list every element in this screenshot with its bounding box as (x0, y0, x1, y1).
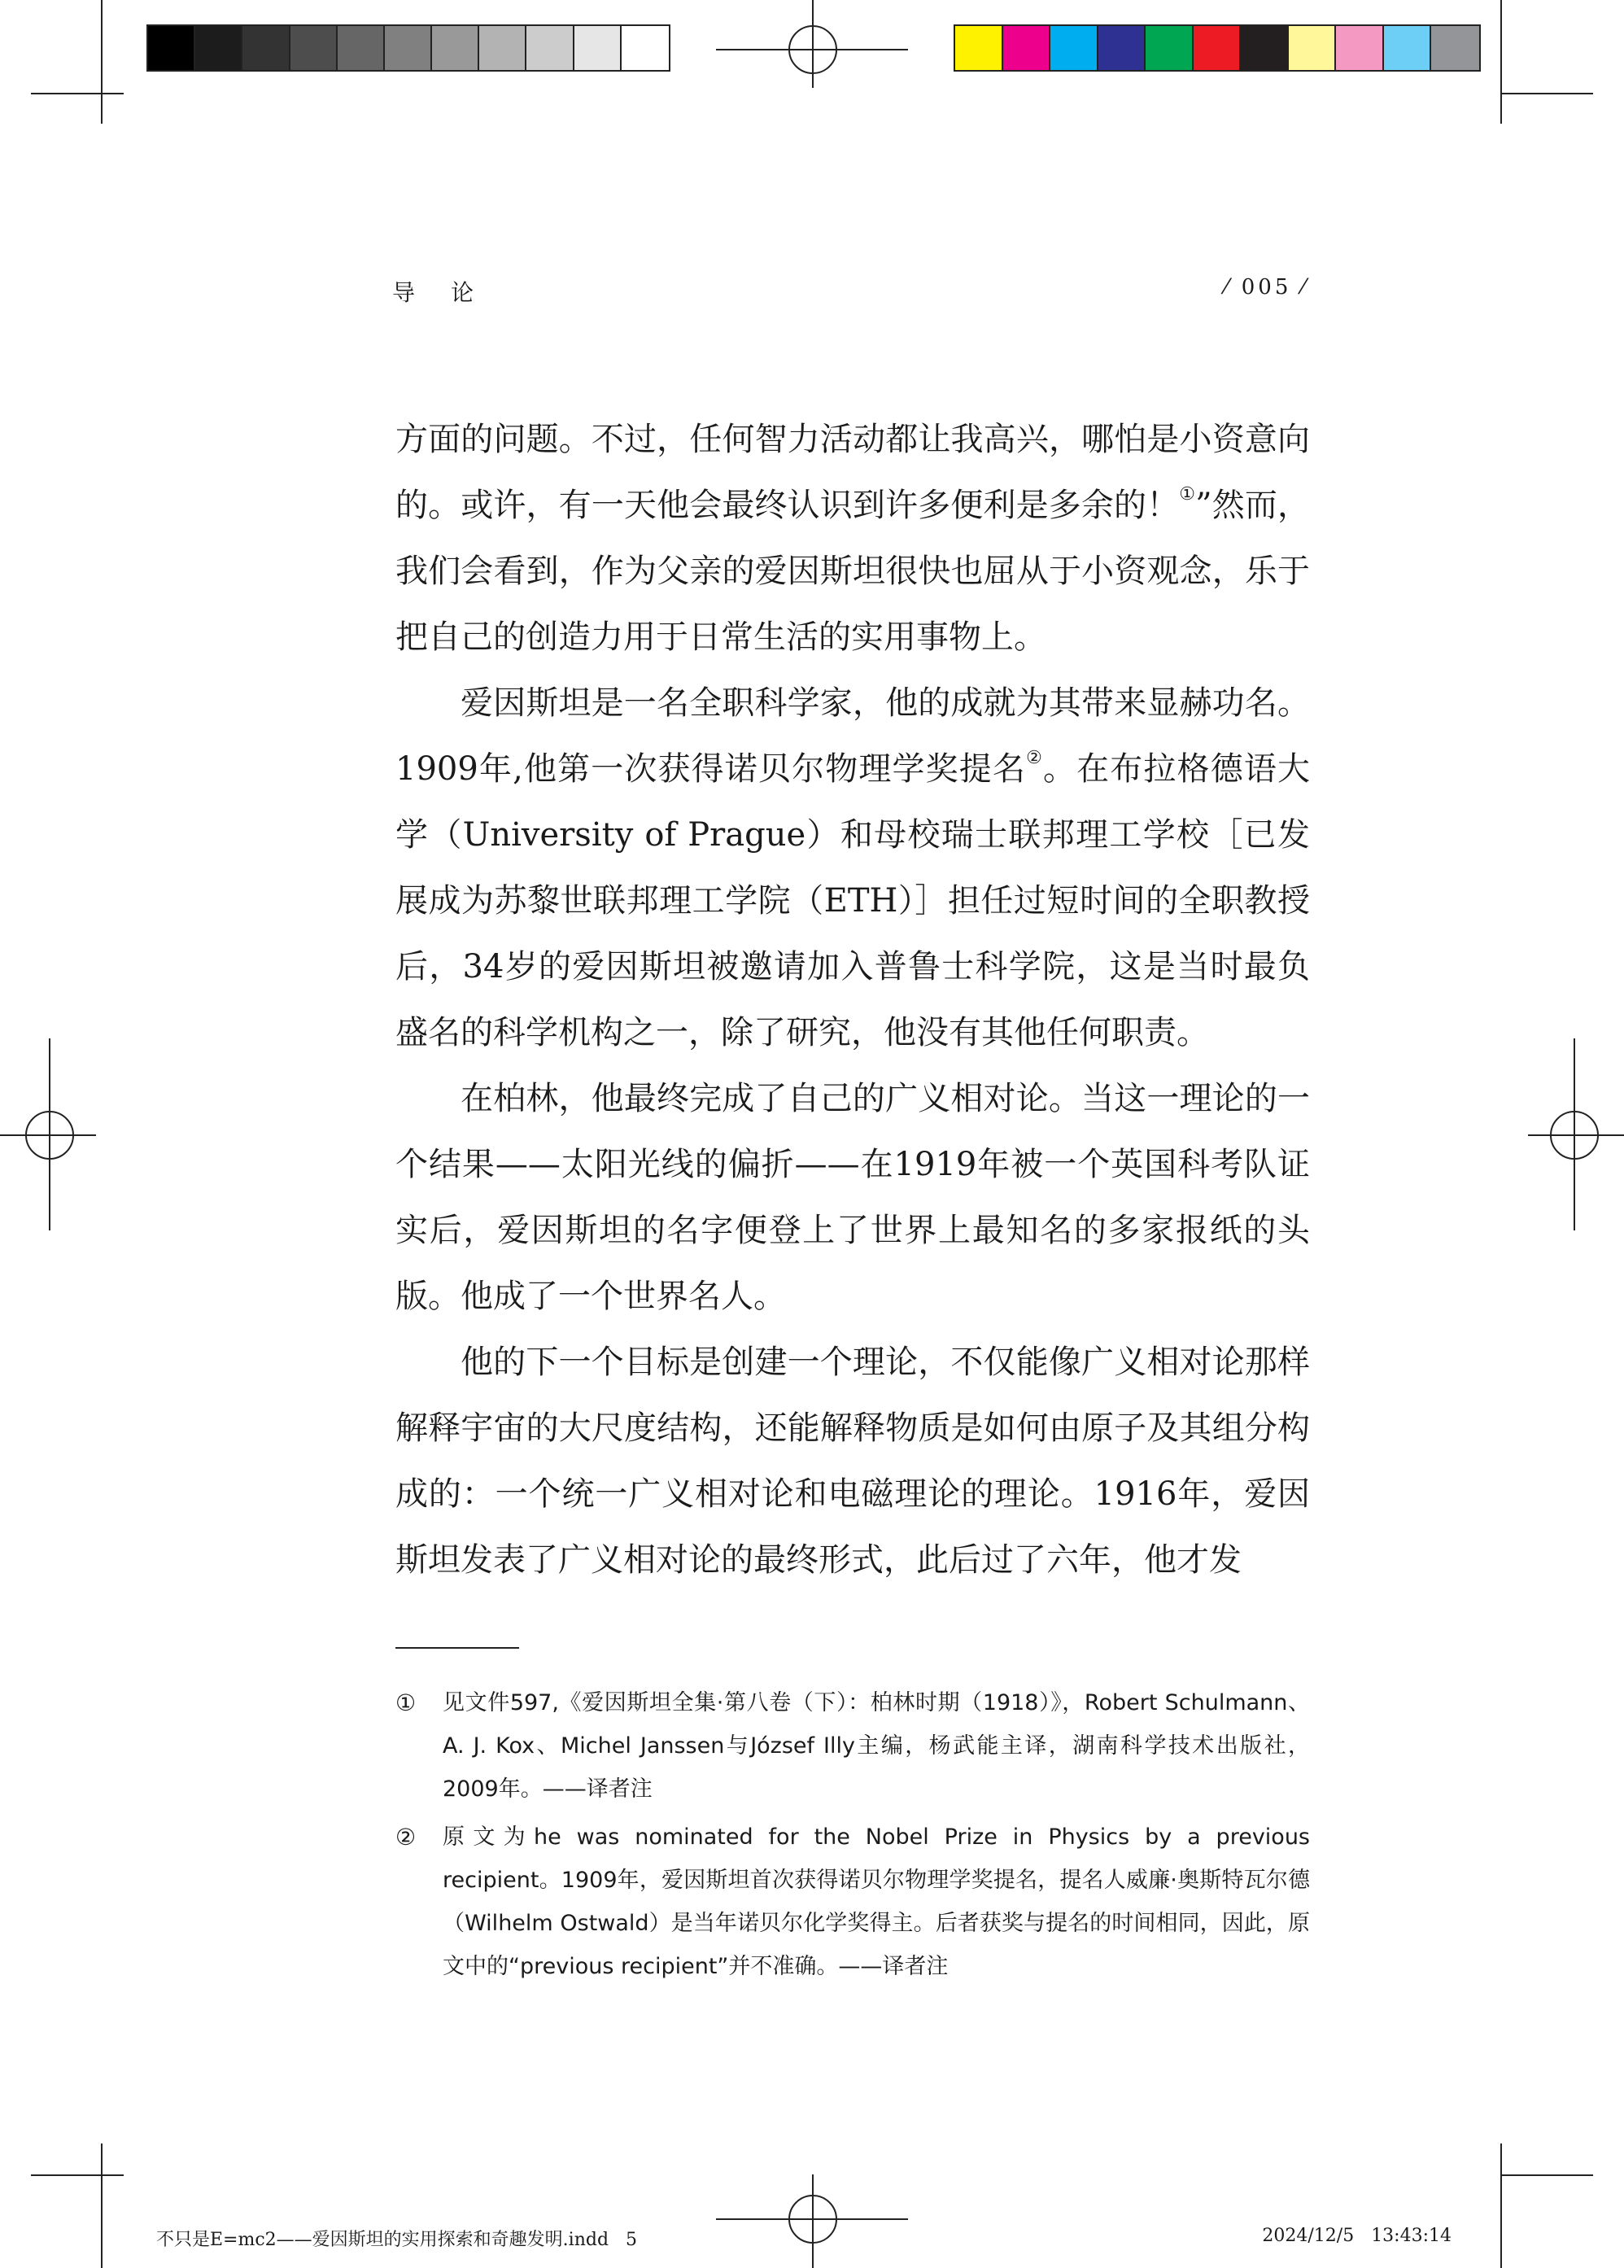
paragraph-3: 在柏林，他最终完成了自己的广义相对论。当这一理论的一个结果——太阳光线的偏折——在1919年被一个英国科考队证实后，爱因斯坦的名字便登上了世界上最知名的多家报纸的头版。他成了一个世界名人。 (395, 1080, 1310, 1315)
color-swatch-10 (1384, 26, 1432, 70)
reg-mark-right-circle (1550, 1111, 1599, 1160)
grayscale-swatch-10 (574, 26, 622, 70)
paragraph-1 (395, 407, 1310, 671)
footnote-1-number: ① (395, 1689, 417, 1716)
footnotes (395, 1681, 1310, 1988)
color-swatch-8 (1289, 26, 1337, 70)
paragraph-1-tail: ”然而，我们会看到，作为父亲的爱因斯坦很快也屈从于小资观念，乐于把自己的创造力用于日常生活的实用事物上。 (395, 487, 1310, 656)
footnote-2 (395, 1816, 1310, 1988)
running-header-section (392, 275, 474, 308)
reg-mark-left-circle (25, 1111, 74, 1160)
crop-mark-bottom-right-h (1500, 2174, 1593, 2176)
footnote-2-text: 原文为he was nominated for the Nobel Prize in Physics by a previous recipient。1909年，爱因斯坦首次获得诺贝尔物理学奖提名，提名人威廉·奥斯特瓦尔德（Wilhelm Ostwald）是当年诺贝尔化学奖得主。后者获奖与提名的时间相同，因此，原文中的“previous recipient”并不准确。——译者注 (443, 1824, 1310, 1979)
crop-mark-bottom-left-h (31, 2174, 124, 2176)
paragraph-2-text-a: 爱因斯坦是一名全职科学家，他的成就为其带来显赫功名。1909年,他第一次获得诺贝尔物理学奖提名 (395, 684, 1310, 788)
crop-mark-bottom-left-v (101, 2143, 103, 2268)
grayscale-swatch-9 (526, 26, 574, 70)
grayscale-swatch-4 (290, 26, 338, 70)
reg-mark-top-circle (788, 25, 837, 74)
grayscale-swatch-2 (195, 26, 242, 70)
footnote-rule (395, 1647, 519, 1649)
color-swatch-1 (955, 26, 1003, 70)
color-swatch-7 (1241, 26, 1289, 70)
slug-datetime: 2024/12/5 13:43:14 (1262, 2226, 1452, 2246)
footnote-1 (395, 1681, 1310, 1811)
crop-mark-top-right-v (1500, 0, 1502, 124)
footnote-ref-1: ① (1179, 484, 1196, 505)
footnote-1-text: 见文件597,《爱因斯坦全集·第八卷（下）：柏林时期（1918）》，Robert Schulmann、A. J. Kox、Michel Janssen与József Illy主编，杨武能主译，湖南科学技术出版社，2009年。——译者注 (443, 1690, 1310, 1802)
grayscale-swatch-11 (622, 26, 669, 70)
reg-mark-bottom-circle (788, 2195, 837, 2244)
color-bar (954, 24, 1481, 72)
grayscale-bar (146, 24, 670, 72)
footnote-ref-2: ② (1026, 748, 1043, 768)
paragraph-2 (395, 671, 1310, 1066)
paragraph-2-text-b: 。在布拉格德语大学（University of Prague）和母校瑞士联邦理工学校［已发展成为苏黎世联邦理工学院（ETH）］担任过短时间的全职教授后，34岁的爱因斯坦被邀请加入普鲁士科学院，这是当时最负盛名的科学机构之一，除了研究，他没有其他任何职责。 (395, 750, 1310, 1051)
crop-mark-top-left-v (101, 0, 103, 124)
crop-mark-top-left-h (31, 93, 124, 94)
grayscale-swatch-8 (479, 26, 526, 70)
paragraph-1-text: 方面的问题。不过，任何智力活动都让我高兴，哪怕是小资意向的。或许，有一天他会最终认识到许多便利是多余的！ (395, 421, 1310, 524)
color-swatch-9 (1336, 26, 1384, 70)
crop-mark-bottom-right-v (1500, 2143, 1502, 2268)
color-swatch-3 (1050, 26, 1098, 70)
slug-filename: 不只是E=mc2——爱因斯坦的实用探索和奇趣发明.indd 5 (156, 2230, 638, 2250)
page-number: ⁄ 005 ⁄ (1225, 275, 1308, 299)
color-swatch-5 (1146, 26, 1194, 70)
grayscale-swatch-6 (385, 26, 432, 70)
paragraph-4: 他的下一个目标是创建一个理论，不仅能像广义相对论那样解释宇宙的大尺度结构，还能解释物质是如何由原子及其组分构成的：一个统一广义相对论和电磁理论的理论。1916年，爱因斯坦发表了广义相对论的最终形式，此后过了六年，他才发 (395, 1344, 1310, 1579)
color-swatch-6 (1194, 26, 1242, 70)
grayscale-swatch-1 (148, 26, 195, 70)
color-swatch-2 (1003, 26, 1051, 70)
grayscale-swatch-3 (242, 26, 290, 70)
grayscale-swatch-5 (338, 26, 385, 70)
footnote-2-number: ② (395, 1824, 417, 1851)
color-swatch-11 (1431, 26, 1479, 70)
crop-mark-top-right-h (1500, 93, 1593, 94)
section-title-char1: 导 (392, 279, 416, 306)
section-title-char2: 论 (451, 279, 474, 306)
grayscale-swatch-7 (432, 26, 479, 70)
body-text (395, 407, 1310, 1593)
color-swatch-4 (1098, 26, 1146, 70)
